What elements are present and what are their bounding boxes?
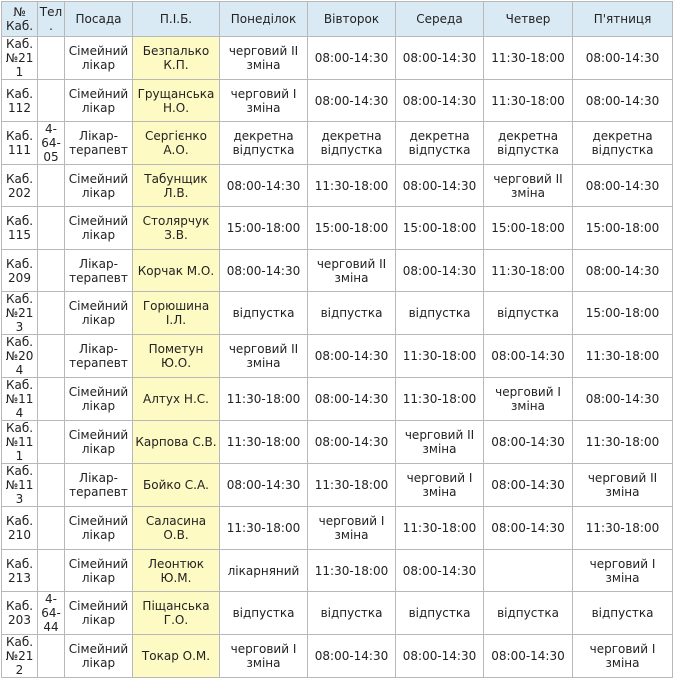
- header-name: П.І.Б.: [133, 2, 220, 37]
- name-cell: Бойко С.А.: [133, 464, 220, 507]
- friday-cell: черговий І зміна: [573, 635, 673, 678]
- position-cell: Сімейний лікар: [65, 592, 133, 635]
- position-cell: Сімейний лікар: [65, 37, 133, 80]
- schedule-body: [2, 37, 673, 678]
- header-room: № Каб.: [2, 2, 38, 37]
- position-cell: Сімейний лікар: [65, 207, 133, 250]
- room-cell: Каб. 203: [2, 592, 38, 635]
- tuesday-cell: черговий ІІ зміна: [308, 250, 396, 292]
- friday-cell: черговий ІІ зміна: [573, 464, 673, 507]
- thursday-cell: декретна відпустка: [484, 122, 573, 165]
- phone-cell: [38, 80, 65, 122]
- position-cell: Сімейний лікар: [65, 550, 133, 592]
- table-row: [2, 550, 673, 592]
- header-friday: П'ятниця: [573, 2, 673, 37]
- wednesday-cell: черговий ІІ зміна: [396, 421, 484, 464]
- header-phone: Тел.: [38, 2, 65, 37]
- position-cell: Лікар-терапевт: [65, 464, 133, 507]
- friday-cell: відпустка: [573, 592, 673, 635]
- monday-cell: 15:00-18:00: [220, 207, 308, 250]
- wednesday-cell: декретна відпустка: [396, 122, 484, 165]
- phone-cell: [38, 207, 65, 250]
- table-row: [2, 165, 673, 207]
- monday-cell: черговий І зміна: [220, 635, 308, 678]
- position-cell: Сімейний лікар: [65, 378, 133, 421]
- monday-cell: 11:30-18:00: [220, 421, 308, 464]
- room-cell: Каб. №212: [2, 635, 38, 678]
- wednesday-cell: 15:00-18:00: [396, 207, 484, 250]
- tuesday-cell: 11:30-18:00: [308, 464, 396, 507]
- wednesday-cell: 08:00-14:30: [396, 635, 484, 678]
- header-thursday: Четвер: [484, 2, 573, 37]
- room-cell: Каб. 213: [2, 550, 38, 592]
- thursday-cell: черговий ІІ зміна: [484, 165, 573, 207]
- name-cell: Горюшина І.Л.: [133, 292, 220, 335]
- position-cell: Лікар-терапевт: [65, 335, 133, 378]
- phone-cell: [38, 37, 65, 80]
- phone-cell: [38, 464, 65, 507]
- room-cell: Каб. №213: [2, 292, 38, 335]
- monday-cell: декретна відпустка: [220, 122, 308, 165]
- table-row: [2, 292, 673, 335]
- friday-cell: 08:00-14:30: [573, 250, 673, 292]
- wednesday-cell: відпустка: [396, 292, 484, 335]
- tuesday-cell: відпустка: [308, 592, 396, 635]
- friday-cell: 08:00-14:30: [573, 165, 673, 207]
- friday-cell: черговий І зміна: [573, 550, 673, 592]
- phone-cell: [38, 292, 65, 335]
- table-row: [2, 635, 673, 678]
- tuesday-cell: декретна відпустка: [308, 122, 396, 165]
- phone-cell: 4-64-44: [38, 592, 65, 635]
- room-cell: Каб. №204: [2, 335, 38, 378]
- name-cell: Леонтюк Ю.М.: [133, 550, 220, 592]
- room-cell: Каб. №211: [2, 37, 38, 80]
- thursday-cell: 08:00-14:30: [484, 335, 573, 378]
- table-row: [2, 80, 673, 122]
- phone-cell: [38, 335, 65, 378]
- wednesday-cell: черговий І зміна: [396, 464, 484, 507]
- table-row: [2, 421, 673, 464]
- name-cell: Алтух Н.С.: [133, 378, 220, 421]
- thursday-cell: 11:30-18:00: [484, 80, 573, 122]
- room-cell: Каб. 202: [2, 165, 38, 207]
- phone-cell: [38, 635, 65, 678]
- tuesday-cell: 08:00-14:30: [308, 421, 396, 464]
- phone-cell: 4-64-05: [38, 122, 65, 165]
- monday-cell: відпустка: [220, 292, 308, 335]
- room-cell: Каб. 112: [2, 80, 38, 122]
- position-cell: Лікар-терапевт: [65, 122, 133, 165]
- table-row: [2, 37, 673, 80]
- tuesday-cell: 08:00-14:30: [308, 378, 396, 421]
- tuesday-cell: 08:00-14:30: [308, 37, 396, 80]
- tuesday-cell: 08:00-14:30: [308, 635, 396, 678]
- room-cell: Каб. 209: [2, 250, 38, 292]
- phone-cell: [38, 421, 65, 464]
- name-cell: Безпалько К.П.: [133, 37, 220, 80]
- friday-cell: 11:30-18:00: [573, 507, 673, 550]
- monday-cell: черговий ІІ зміна: [220, 37, 308, 80]
- schedule-table: [1, 1, 673, 678]
- table-row: [2, 207, 673, 250]
- room-cell: Каб. 115: [2, 207, 38, 250]
- name-cell: Токар О.М.: [133, 635, 220, 678]
- name-cell: Саласина О.В.: [133, 507, 220, 550]
- name-cell: Карпова С.В.: [133, 421, 220, 464]
- monday-cell: 08:00-14:30: [220, 250, 308, 292]
- table-row: [2, 122, 673, 165]
- table-row: [2, 335, 673, 378]
- monday-cell: 11:30-18:00: [220, 378, 308, 421]
- position-cell: Сімейний лікар: [65, 421, 133, 464]
- thursday-cell: 11:30-18:00: [484, 250, 573, 292]
- monday-cell: черговий І зміна: [220, 80, 308, 122]
- monday-cell: лікарняний: [220, 550, 308, 592]
- header-tuesday: Вівторок: [308, 2, 396, 37]
- monday-cell: відпустка: [220, 592, 308, 635]
- position-cell: Сімейний лікар: [65, 80, 133, 122]
- position-cell: Сімейний лікар: [65, 635, 133, 678]
- wednesday-cell: 08:00-14:30: [396, 37, 484, 80]
- friday-cell: 15:00-18:00: [573, 292, 673, 335]
- room-cell: Каб. 111: [2, 122, 38, 165]
- header-wednesday: Середа: [396, 2, 484, 37]
- table-row: [2, 250, 673, 292]
- phone-cell: [38, 378, 65, 421]
- tuesday-cell: черговий І зміна: [308, 507, 396, 550]
- tuesday-cell: відпустка: [308, 292, 396, 335]
- wednesday-cell: 11:30-18:00: [396, 507, 484, 550]
- thursday-cell: 15:00-18:00: [484, 207, 573, 250]
- room-cell: Каб. №114: [2, 378, 38, 421]
- thursday-cell: 11:30-18:00: [484, 37, 573, 80]
- table-row: [2, 378, 673, 421]
- table-row: [2, 464, 673, 507]
- phone-cell: [38, 250, 65, 292]
- thursday-cell: 08:00-14:30: [484, 635, 573, 678]
- header-position: Посада: [65, 2, 133, 37]
- tuesday-cell: 11:30-18:00: [308, 165, 396, 207]
- thursday-cell: відпустка: [484, 592, 573, 635]
- thursday-cell: відпустка: [484, 292, 573, 335]
- position-cell: Лікар-терапевт: [65, 250, 133, 292]
- tuesday-cell: 11:30-18:00: [308, 550, 396, 592]
- table-row: [2, 592, 673, 635]
- friday-cell: 08:00-14:30: [573, 378, 673, 421]
- tuesday-cell: 08:00-14:30: [308, 335, 396, 378]
- phone-cell: [38, 165, 65, 207]
- name-cell: Табунщик Л.В.: [133, 165, 220, 207]
- monday-cell: черговий ІІ зміна: [220, 335, 308, 378]
- name-cell: Піщанська Г.О.: [133, 592, 220, 635]
- wednesday-cell: 08:00-14:30: [396, 165, 484, 207]
- friday-cell: 08:00-14:30: [573, 37, 673, 80]
- thursday-cell: 08:00-14:30: [484, 464, 573, 507]
- wednesday-cell: 11:30-18:00: [396, 335, 484, 378]
- thursday-cell: черговий І зміна: [484, 378, 573, 421]
- position-cell: Сімейний лікар: [65, 507, 133, 550]
- room-cell: Каб. №111: [2, 421, 38, 464]
- header-monday: Понеділок: [220, 2, 308, 37]
- tuesday-cell: 15:00-18:00: [308, 207, 396, 250]
- friday-cell: декретна відпустка: [573, 122, 673, 165]
- wednesday-cell: 11:30-18:00: [396, 378, 484, 421]
- wednesday-cell: 08:00-14:30: [396, 80, 484, 122]
- name-cell: Корчак М.О.: [133, 250, 220, 292]
- name-cell: Пометун Ю.О.: [133, 335, 220, 378]
- friday-cell: 11:30-18:00: [573, 335, 673, 378]
- wednesday-cell: 08:00-14:30: [396, 250, 484, 292]
- name-cell: Столярчук З.В.: [133, 207, 220, 250]
- wednesday-cell: 08:00-14:30: [396, 550, 484, 592]
- thursday-cell: [484, 550, 573, 592]
- position-cell: Сімейний лікар: [65, 165, 133, 207]
- header-row: [2, 2, 673, 37]
- friday-cell: 08:00-14:30: [573, 80, 673, 122]
- thursday-cell: 08:00-14:30: [484, 507, 573, 550]
- monday-cell: 11:30-18:00: [220, 507, 308, 550]
- thursday-cell: 08:00-14:30: [484, 421, 573, 464]
- phone-cell: [38, 550, 65, 592]
- name-cell: Грущанська Н.О.: [133, 80, 220, 122]
- room-cell: Каб. 210: [2, 507, 38, 550]
- friday-cell: 11:30-18:00: [573, 421, 673, 464]
- position-cell: Сімейний лікар: [65, 292, 133, 335]
- room-cell: Каб. №113: [2, 464, 38, 507]
- tuesday-cell: 08:00-14:30: [308, 80, 396, 122]
- name-cell: Сергієнко А.О.: [133, 122, 220, 165]
- friday-cell: 15:00-18:00: [573, 207, 673, 250]
- wednesday-cell: відпустка: [396, 592, 484, 635]
- monday-cell: 08:00-14:30: [220, 464, 308, 507]
- table-row: [2, 507, 673, 550]
- monday-cell: 08:00-14:30: [220, 165, 308, 207]
- phone-cell: [38, 507, 65, 550]
